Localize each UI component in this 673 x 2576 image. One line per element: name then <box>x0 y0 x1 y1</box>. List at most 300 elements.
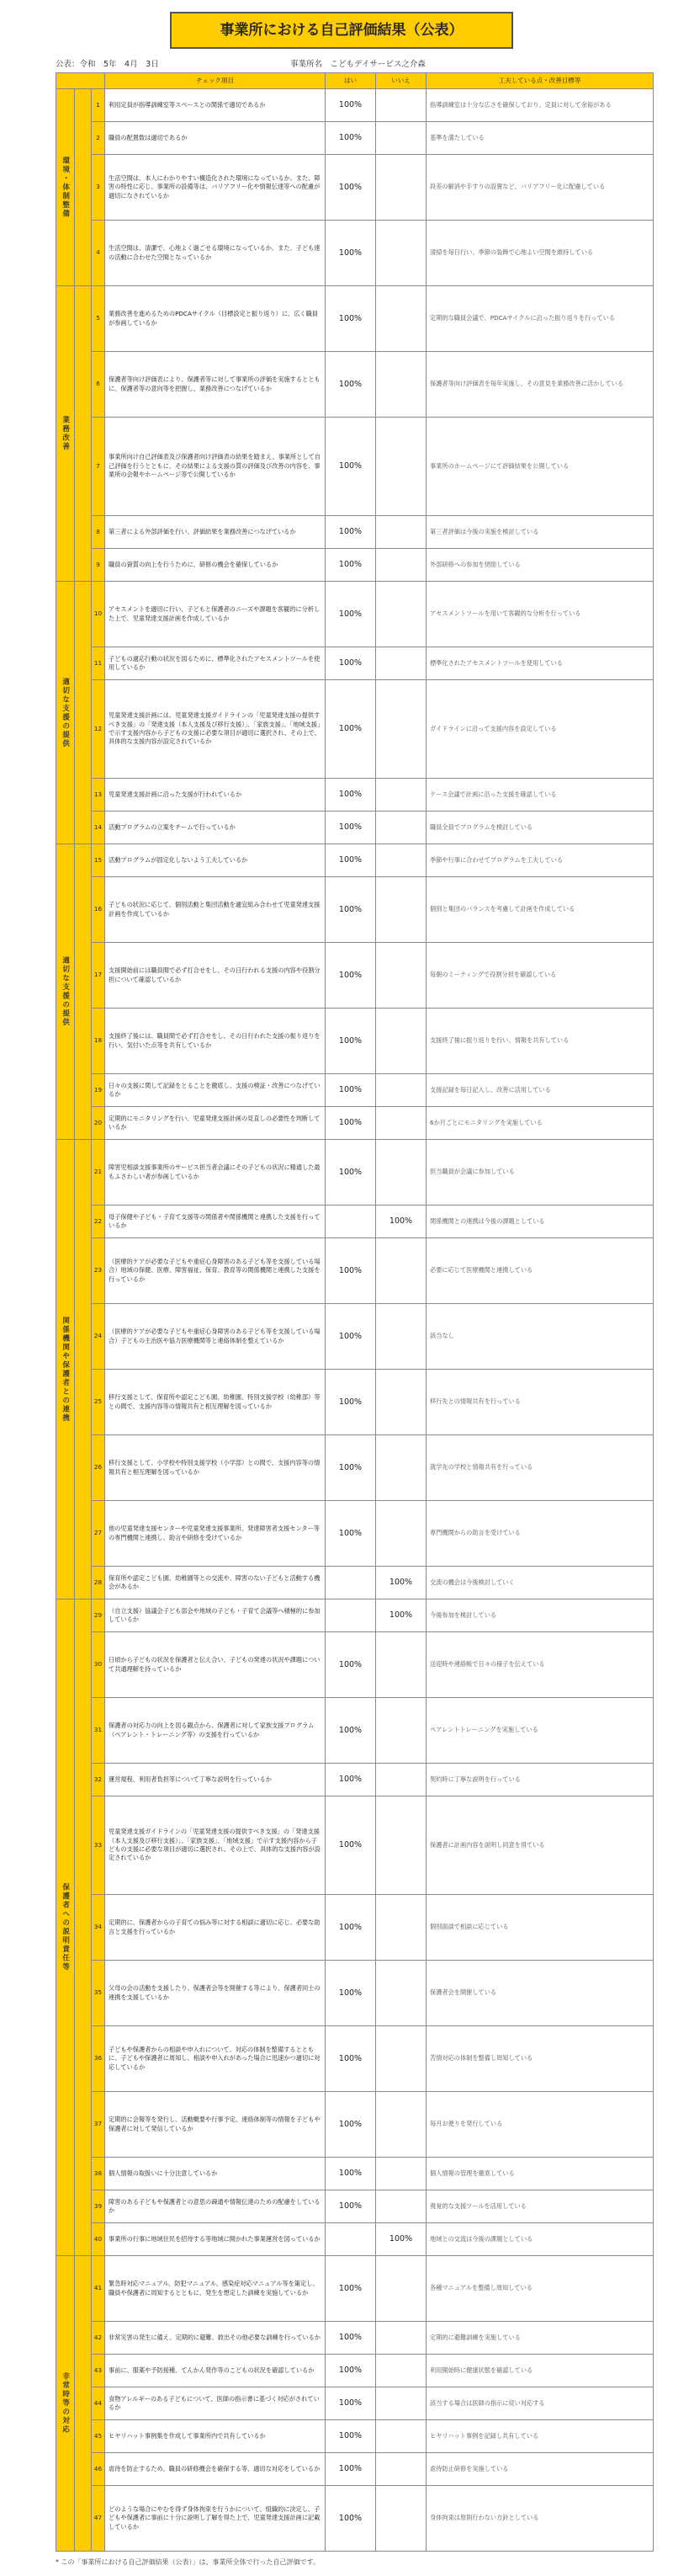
no-value <box>376 89 427 122</box>
yes-value: 100% <box>326 943 376 1009</box>
yes-value: 100% <box>326 779 376 812</box>
yes-value: 100% <box>326 1009 376 1074</box>
item-number: 31 <box>92 1698 105 1764</box>
item-number: 36 <box>92 2026 105 2092</box>
comment-text: 苦情対応の体制を整備し周知している <box>427 2026 654 2092</box>
table-row <box>56 844 654 877</box>
table-row <box>56 779 654 812</box>
no-value <box>376 1632 427 1698</box>
comment-text: 事業所のホームページにて評価結果を公開している <box>427 418 654 516</box>
no-value <box>376 1370 427 1435</box>
no-value <box>376 1140 427 1206</box>
no-value <box>376 418 427 516</box>
no-value <box>376 1238 427 1304</box>
check-item: 児童発達支援計画には、児童発達支援ガイドラインの「児童発達支援の提供すべき支援」の「発達支援（本人支援及び移行支援）」、「家族支援」、「地域支援」で示す支援内容から子どもの支援に必要な項目が適切に選択され、その上で、具体的な支援内容が設定されているか <box>105 680 326 779</box>
no-value <box>376 1074 427 1107</box>
comment-text: 関係機関との連携は今後の課題としている <box>427 1206 654 1238</box>
comment-text: 個人情報の管理を徹底している <box>427 2158 654 2190</box>
check-item: アセスメントを適切に行い、子どもと保護者のニーズや課題を客観的に分析した上で、児童発達支援計画を作成しているか <box>105 582 326 647</box>
item-number: 10 <box>92 582 105 647</box>
yes-value: 100% <box>326 812 376 844</box>
item-number: 42 <box>92 2322 105 2355</box>
check-item: （自立支援）協議会子ども部会や地域の子ども・子育て会議等へ積極的に参加しているか <box>105 1599 326 1632</box>
table-row <box>56 418 654 516</box>
table-row <box>56 155 654 221</box>
comment-text: 外部研修への参加を奨励している <box>427 549 654 582</box>
yes-value: 100% <box>326 89 376 122</box>
comment-text: 契約時に丁寧な説明を行っている <box>427 1764 654 1796</box>
item-number: 13 <box>92 779 105 812</box>
item-number: 3 <box>92 155 105 221</box>
no-value <box>376 582 427 647</box>
table-row <box>56 2223 654 2256</box>
item-number: 37 <box>92 2092 105 2158</box>
comment-text: 身体拘束は原則行わない方針としている <box>427 2486 654 2552</box>
check-item: 個人情報の取扱いに十分注意しているか <box>105 2158 326 2190</box>
no-value <box>376 2190 427 2223</box>
yes-value: 100% <box>326 418 376 516</box>
table-row <box>56 2322 654 2355</box>
table-row <box>56 2420 654 2453</box>
yes-value: 100% <box>326 549 376 582</box>
evaluation-table <box>56 72 654 2552</box>
no-value <box>376 779 427 812</box>
yes-value: 100% <box>326 2453 376 2486</box>
yes-value <box>326 1567 376 1599</box>
item-number: 1 <box>92 89 105 122</box>
table-row <box>56 1895 654 1961</box>
table-row <box>56 1698 654 1764</box>
check-item: 活動プログラムの立案をチームで行っているか <box>105 812 326 844</box>
table-row <box>56 1796 654 1895</box>
comment-text: 個別と集団のバランスを考慮して計画を作成している <box>427 877 654 943</box>
check-item: 虐待を防止するため、職員の研修機会を確保する等、適切な対応をしているか <box>105 2453 326 2486</box>
check-item: 移行支援として、保育所や認定こども園、幼稚園、特別支援学校（幼稚部）等との間で、支援内容等の情報共有と相互理解を図っているか <box>105 1370 326 1435</box>
comment-text: 個別面談で相談に応じている <box>427 1895 654 1961</box>
table-row <box>56 2026 654 2092</box>
yes-value: 100% <box>326 1632 376 1698</box>
check-item: 児童発達支援計画に沿った支援が行われているか <box>105 779 326 812</box>
table-row <box>56 1632 654 1698</box>
check-item: 母子保健や子ども・子育て支援等の関係者や関係機関と連携した支援を行っているか <box>105 1206 326 1238</box>
table-row <box>56 1074 654 1107</box>
item-number: 20 <box>92 1107 105 1140</box>
table-row <box>56 1140 654 1206</box>
check-item: 職員の配置数は適切であるか <box>105 122 326 155</box>
no-value <box>376 155 427 221</box>
comment-text: 移行先との情報共有を行っている <box>427 1370 654 1435</box>
yes-value: 100% <box>326 1140 376 1206</box>
comment-text: 支援終了後に振り返りを行い、情報を共有している <box>427 1009 654 1074</box>
table-row <box>56 2387 654 2420</box>
no-value <box>376 352 427 418</box>
check-item: 生活空間は、本人にわかりやすい構造化された環境になっているか。また、障害の特性に応じ、事業所の設備等は、バリアフリー化や情報伝達等への配慮が適切になされているか <box>105 155 326 221</box>
no-value <box>376 2420 427 2453</box>
no-value <box>376 2092 427 2158</box>
comment-text: 地域との交流は今後の課題としている <box>427 2223 654 2256</box>
header-no: いいえ <box>376 73 427 89</box>
check-item: 障害のある子どもや保護者との意思の疎通や情報伝達のための配慮をしているか <box>105 2190 326 2223</box>
category-label: 業務改善 <box>56 286 75 582</box>
yes-value: 100% <box>326 2387 376 2420</box>
check-item: 事前に、服薬や予防接種、てんかん発作等のこどもの状況を確認しているか <box>105 2355 326 2387</box>
no-value: 100% <box>376 1599 427 1632</box>
comment-text: 専門機関からの助言を受けている <box>427 1501 654 1567</box>
table-row <box>56 1961 654 2026</box>
yes-value: 100% <box>326 1370 376 1435</box>
comment-text: 指導訓練室は十分な広さを確保しており、定員に対して余裕がある <box>427 89 654 122</box>
table-row <box>56 1304 654 1370</box>
comment-text: 段差の解消や手すりの設置など、バリアフリー化に配慮している <box>427 155 654 221</box>
table-row <box>56 812 654 844</box>
check-item: 移行支援として、小学校や特別支援学校（小学部）との間で、支援内容等の情報共有と相互理解を図っているか <box>105 1435 326 1501</box>
item-number: 33 <box>92 1796 105 1895</box>
item-number: 34 <box>92 1895 105 1961</box>
check-item: （医療的ケアが必要な子どもや重症心身障害のある子ども等を支援している場合）地域の保健、医療、障害福祉、保育、教育等の関係機関と連携した支援を行っているか <box>105 1238 326 1304</box>
yes-value: 100% <box>326 2190 376 2223</box>
no-value <box>376 2256 427 2322</box>
header-check: チェック項目 <box>105 73 326 89</box>
table-body <box>56 89 654 2552</box>
check-item: 保護者等向け評価表により、保護者等に対して事業所の評価を実施するとともに、保護者等の意向等を把握し、業務改善につなげているか <box>105 352 326 418</box>
page-title: 事業所における自己評価結果（公表） <box>170 12 513 49</box>
item-number: 14 <box>92 812 105 844</box>
header-yes: はい <box>326 73 376 89</box>
no-value <box>376 2355 427 2387</box>
yes-value: 100% <box>326 877 376 943</box>
table-row <box>56 1435 654 1501</box>
check-item: 緊急時対応マニュアル、防犯マニュアル、感染症対応マニュアル等を策定し、職員や保護者に周知するとともに、発生を想定した訓練を実施しているか <box>105 2256 326 2322</box>
table-row <box>56 1370 654 1435</box>
comment-text: 定期的な職員会議で、PDCAサイクルに沿った振り返りを行っている <box>427 286 654 352</box>
comment-text: 今後参加を検討している <box>427 1599 654 1632</box>
comment-text: 虐待防止研修を実施している <box>427 2453 654 2486</box>
no-value <box>376 221 427 286</box>
yes-value: 100% <box>326 2420 376 2453</box>
item-number: 6 <box>92 352 105 418</box>
no-value <box>376 1304 427 1370</box>
table-row <box>56 582 654 647</box>
yes-value: 100% <box>326 1107 376 1140</box>
check-item: 事業所向け自己評価表及び保護者向け評価表の結果を踏まえ、事業所として自己評価を行うとともに、その結果による支援の質の評価及び改善の内容を、事業所の会報やホームページ等で公開しているか <box>105 418 326 516</box>
table-row <box>56 1107 654 1140</box>
check-item: 支援終了後には、職員間で必ず打合せをし、その日行われた支援の振り返りを行い、気付いた点等を共有しているか <box>105 1009 326 1074</box>
yes-value: 100% <box>326 1961 376 2026</box>
check-item: どのような場合にやむを得ず身体拘束を行うかについて、組織的に決定し、子どもや保護者に事前に十分に説明し了解を得た上で、児童発達支援計画に記載しているか <box>105 2486 326 2552</box>
check-item: 職員の資質の向上を行うために、研修の機会を確保しているか <box>105 549 326 582</box>
category-label: 環境・体制整備 <box>56 89 75 286</box>
no-value <box>376 2158 427 2190</box>
yes-value: 100% <box>326 286 376 352</box>
comment-text: 視覚的な支援ツールを活用している <box>427 2190 654 2223</box>
yes-value: 100% <box>326 2355 376 2387</box>
table-row <box>56 1599 654 1632</box>
check-item: 支援開始前には職員間で必ず打合せをし、その日行われる支援の内容や役割分担について確認しているか <box>105 943 326 1009</box>
table-row <box>56 89 654 122</box>
table-row <box>56 286 654 352</box>
table-row <box>56 1764 654 1796</box>
no-value <box>376 286 427 352</box>
yes-value: 100% <box>326 1304 376 1370</box>
comment-text: 支援記録を毎日記入し、改善に活用している <box>427 1074 654 1107</box>
subcategory-band <box>75 89 92 286</box>
check-item: 日頃から子どもの状況を保護者と伝え合い、子どもの発達の状況や課題について共通理解を持っているか <box>105 1632 326 1698</box>
yes-value: 100% <box>326 155 376 221</box>
comment-text: 保護者等向け評価表を毎年実施し、その意見を業務改善に活かしている <box>427 352 654 418</box>
check-item: 生活空間は、清潔で、心地よく過ごせる環境になっているか。また、子ども達の活動に合わせた空間となっているか <box>105 221 326 286</box>
no-value <box>376 2026 427 2092</box>
check-item: 定期的に、保護者からの子育ての悩み等に対する相談に適切に応じ、必要な助言と支援を行っているか <box>105 1895 326 1961</box>
no-value <box>376 2486 427 2552</box>
comment-text: 該当なし <box>427 1304 654 1370</box>
no-value <box>376 1435 427 1501</box>
yes-value: 100% <box>326 680 376 779</box>
check-item: 子どもの状況に応じて、個別活動と集団活動を適宜組み合わせて児童発達支援計画を作成しているか <box>105 877 326 943</box>
check-item: 子どもの適応行動の状況を図るために、標準化されたアセスメントツールを使用しているか <box>105 647 326 680</box>
yes-value <box>326 1599 376 1632</box>
publication-date: 公表：令和 5年 4月 3日 <box>56 60 159 69</box>
no-value <box>376 1764 427 1796</box>
yes-value: 100% <box>326 2486 376 2552</box>
header-comment: 工夫している点・改善目標等 <box>427 73 654 89</box>
comment-text: 必要に応じて医療機関と連携している <box>427 1238 654 1304</box>
item-number: 9 <box>92 549 105 582</box>
no-value <box>376 1009 427 1074</box>
yes-value: 100% <box>326 1074 376 1107</box>
item-number: 15 <box>92 844 105 877</box>
check-item: 運営規程、利用者負担等について丁寧な説明を行っているか <box>105 1764 326 1796</box>
table-row <box>56 2453 654 2486</box>
comment-text: 標準化されたアセスメントツールを使用している <box>427 647 654 680</box>
comment-text: 清掃を毎日行い、季節の装飾で心地よい空間を維持している <box>427 221 654 286</box>
no-value <box>376 2322 427 2355</box>
comment-text: ペアレントトレーニングを実施している <box>427 1698 654 1764</box>
check-item: 非常災害の発生に備え、定期的に避難、救出その他必要な訓練を行っているか <box>105 2322 326 2355</box>
no-value <box>376 122 427 155</box>
subcategory-band <box>75 2256 92 2552</box>
item-number: 27 <box>92 1501 105 1567</box>
item-number: 29 <box>92 1599 105 1632</box>
comment-text: ヒヤリハット事例を記録し共有している <box>427 2420 654 2453</box>
item-number: 28 <box>92 1567 105 1599</box>
no-value <box>376 549 427 582</box>
yes-value: 100% <box>326 1238 376 1304</box>
no-value <box>376 1107 427 1140</box>
category-label: 保護者への説明責任等 <box>56 1599 75 2256</box>
item-number: 18 <box>92 1009 105 1074</box>
item-number: 22 <box>92 1206 105 1238</box>
table-header-row <box>56 73 654 89</box>
yes-value: 100% <box>326 2256 376 2322</box>
no-value <box>376 1698 427 1764</box>
yes-value: 100% <box>326 221 376 286</box>
check-item: ヒヤリハット事例集を作成して事業所内で共有しているか <box>105 2420 326 2453</box>
table-row <box>56 352 654 418</box>
comment-text: 就学先の学校と情報共有を行っている <box>427 1435 654 1501</box>
check-item: 子どもや保護者からの相談や申入れについて、対応の体制を整備するとともに、子どもや保護者に周知し、相談や申入れがあった場合に迅速かつ適切に対応しているか <box>105 2026 326 2092</box>
table-row <box>56 221 654 286</box>
header-blank <box>56 73 105 89</box>
yes-value: 100% <box>326 844 376 877</box>
yes-value: 100% <box>326 352 376 418</box>
subcategory-band <box>75 1599 92 2256</box>
item-number: 5 <box>92 286 105 352</box>
no-value <box>376 943 427 1009</box>
comment-text: 該当する場合は医師の指示に従い対応する <box>427 2387 654 2420</box>
check-item: 利用定員が指導訓練室等スペースとの関係で適切であるか <box>105 89 326 122</box>
yes-value: 100% <box>326 647 376 680</box>
item-number: 8 <box>92 516 105 549</box>
footnote: * この「事業所における自己評価結果（公表）」は、事業所全体で行った自己評価です。 <box>56 2558 320 2566</box>
check-item: （医療的ケアが必要な子どもや重症心身障害のある子ども等を支援している場合）子どもの主治医や協力医療機関等と連絡体制を整えているか <box>105 1304 326 1370</box>
item-number: 41 <box>92 2256 105 2322</box>
comment-text: 送迎時や連絡帳で日々の様子を伝えている <box>427 1632 654 1698</box>
item-number: 32 <box>92 1764 105 1796</box>
comment-text: 保護者に計画内容を説明し同意を得ている <box>427 1796 654 1895</box>
category-label: 適切な支援の提供 <box>56 582 75 844</box>
table-row <box>56 877 654 943</box>
comment-text: 保護者会を開催している <box>427 1961 654 2026</box>
table-row <box>56 2486 654 2552</box>
no-value: 100% <box>376 2223 427 2256</box>
check-item: 業務改善を進めるためのPDCAサイクル（目標設定と振り返り）に、広く職員が参画しているか <box>105 286 326 352</box>
office-name: 事業所名 こどもデイサービス之介森 <box>290 60 426 69</box>
table-row <box>56 943 654 1009</box>
item-number: 46 <box>92 2453 105 2486</box>
yes-value: 100% <box>326 1435 376 1501</box>
item-number: 35 <box>92 1961 105 2026</box>
no-value: 100% <box>376 1567 427 1599</box>
yes-value: 100% <box>326 2322 376 2355</box>
item-number: 30 <box>92 1632 105 1698</box>
item-number: 24 <box>92 1304 105 1370</box>
check-item: 食物アレルギーのある子どもについて、医師の指示書に基づく対応がされているか <box>105 2387 326 2420</box>
comment-text: ケース会議で計画に沿った支援を確認している <box>427 779 654 812</box>
item-number: 2 <box>92 122 105 155</box>
check-item: 活動プログラムが固定化しないよう工夫しているか <box>105 844 326 877</box>
category-label: 非常時等の対応 <box>56 2256 75 2552</box>
item-number: 45 <box>92 2420 105 2453</box>
table-row <box>56 1206 654 1238</box>
subcategory-band <box>75 286 92 582</box>
item-number: 21 <box>92 1140 105 1206</box>
check-item: 保護者の対応力の向上を図る観点から、保護者に対して家族支援プログラム（ペアレント・トレーニング等）の支援を行っているか <box>105 1698 326 1764</box>
no-value <box>376 2453 427 2486</box>
yes-value: 100% <box>326 1501 376 1567</box>
table-row <box>56 647 654 680</box>
no-value <box>376 877 427 943</box>
table-row <box>56 2355 654 2387</box>
no-value <box>376 516 427 549</box>
yes-value: 100% <box>326 582 376 647</box>
comment-text: ガイドラインに沿って支援内容を設定している <box>427 680 654 779</box>
item-number: 16 <box>92 877 105 943</box>
comment-text: 毎月お便りを発行している <box>427 2092 654 2158</box>
yes-value: 100% <box>326 1764 376 1796</box>
item-number: 43 <box>92 2355 105 2387</box>
category-label: 適切な支援の提供 <box>56 844 75 1140</box>
table-row <box>56 1009 654 1074</box>
no-value <box>376 1961 427 2026</box>
no-value <box>376 647 427 680</box>
no-value <box>376 844 427 877</box>
no-value <box>376 680 427 779</box>
yes-value: 100% <box>326 516 376 549</box>
yes-value: 100% <box>326 1796 376 1895</box>
check-item: 第三者による外部評価を行い、評価結果を業務改善につなげているか <box>105 516 326 549</box>
category-label: 関係機関や保護者との連携 <box>56 1140 75 1599</box>
no-value <box>376 2387 427 2420</box>
item-number: 39 <box>92 2190 105 2223</box>
table-row <box>56 122 654 155</box>
comment-text: 6か月ごとにモニタリングを実施している <box>427 1107 654 1140</box>
yes-value: 100% <box>326 2158 376 2190</box>
no-value <box>376 812 427 844</box>
check-item: 児童発達支援ガイドラインの「児童発達支援の提供すべき支援」の「発達支援（本人支援及び移行支援）」、「家族支援」、「地域支援」で示す支援内容から子どもの支援に必要な項目が適切に選択され、その上で、具体的な支援内容が設定されているか <box>105 1796 326 1895</box>
item-number: 38 <box>92 2158 105 2190</box>
check-item: 父母の会の活動を支援したり、保護者会等を開催する等により、保護者同士の連携を支援しているか <box>105 1961 326 2026</box>
comment-text: 季節や行事に合わせてプログラムを工夫している <box>427 844 654 877</box>
table-row <box>56 680 654 779</box>
comment-text: 第三者評価は今後の実施を検討している <box>427 516 654 549</box>
yes-value: 100% <box>326 2026 376 2092</box>
comment-text: 基準を満たしている <box>427 122 654 155</box>
item-number: 23 <box>92 1238 105 1304</box>
check-item: 保育所や認定こども園、幼稚園等との交流や、障害のない子どもと活動する機会があるか <box>105 1567 326 1599</box>
no-value: 100% <box>376 1206 427 1238</box>
yes-value: 100% <box>326 1698 376 1764</box>
yes-value <box>326 2223 376 2256</box>
check-item: 他の児童発達支援センターや児童発達支援事業所、発達障害者支援センター等の専門機関と連携し、助言や研修を受けているか <box>105 1501 326 1567</box>
table-row <box>56 516 654 549</box>
comment-text: 利用開始時に健康状態を確認している <box>427 2355 654 2387</box>
comment-text: 職員全員でプログラムを検討している <box>427 812 654 844</box>
comment-text: 担当職員が会議に参加している <box>427 1140 654 1206</box>
item-number: 17 <box>92 943 105 1009</box>
yes-value: 100% <box>326 122 376 155</box>
check-item: 障害児相談支援事業所のサービス担当者会議にその子どもの状況に精通した最もふさわしい者が参画しているか <box>105 1140 326 1206</box>
item-number: 7 <box>92 418 105 516</box>
subcategory-band <box>75 582 92 844</box>
item-number: 12 <box>92 680 105 779</box>
check-item: 定期的にモニタリングを行い、児童発達支援計画の見直しの必要性を判断しているか <box>105 1107 326 1140</box>
check-item: 日々の支援に関して記録をとることを徹底し、支援の検証・改善につなげているか <box>105 1074 326 1107</box>
yes-value: 100% <box>326 1895 376 1961</box>
table-row <box>56 1238 654 1304</box>
table-row <box>56 1567 654 1599</box>
comment-text: 毎朝のミーティングで役割分担を確認している <box>427 943 654 1009</box>
item-number: 44 <box>92 2387 105 2420</box>
check-item: 定期的に会報等を発行し、活動概要や行事予定、連絡体制等の情報を子どもや保護者に対して発信しているか <box>105 2092 326 2158</box>
item-number: 40 <box>92 2223 105 2256</box>
comment-text: 各種マニュアルを整備し周知している <box>427 2256 654 2322</box>
table-row <box>56 1501 654 1567</box>
no-value <box>376 1895 427 1961</box>
table-row <box>56 2256 654 2322</box>
item-number: 19 <box>92 1074 105 1107</box>
item-number: 4 <box>92 221 105 286</box>
item-number: 11 <box>92 647 105 680</box>
item-number: 25 <box>92 1370 105 1435</box>
item-number: 47 <box>92 2486 105 2552</box>
table-row <box>56 2092 654 2158</box>
no-value <box>376 1501 427 1567</box>
table-row <box>56 549 654 582</box>
comment-text: 定期的に避難訓練を実施している <box>427 2322 654 2355</box>
comment-text: アセスメントツールを用いて客観的な分析を行っている <box>427 582 654 647</box>
item-number: 26 <box>92 1435 105 1501</box>
table-row <box>56 2190 654 2223</box>
